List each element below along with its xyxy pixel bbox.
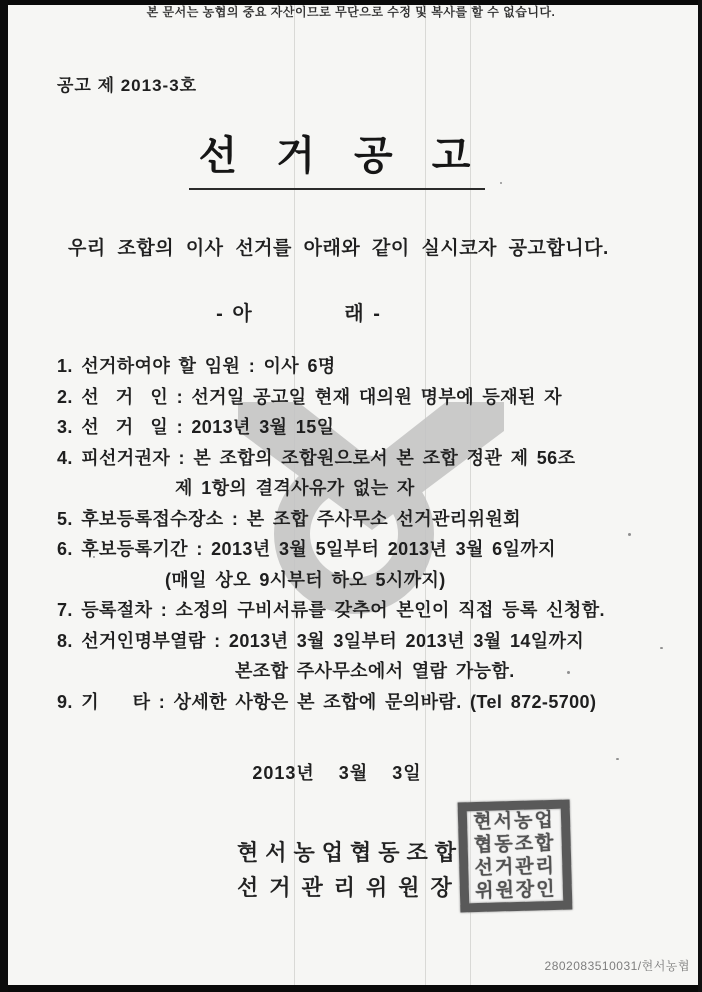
notice-item: 4. 피선거권자 : 본 조합의 조합원으로서 본 조합 정관 제 56조 xyxy=(57,447,576,468)
scan-border-left xyxy=(0,0,8,992)
notice-item: 3. 선 거 일 : 2013년 3월 15일 xyxy=(57,417,335,437)
official-seal-stamp xyxy=(458,800,573,913)
notice-item-continuation: (매일 상오 9시부터 하오 5시까지) xyxy=(165,569,446,590)
issuer-org: 현서농업협동조합 xyxy=(237,840,464,865)
intro-text: 우리 조합의 이사 선거를 아래와 같이 실시코자 공고합니다. xyxy=(68,238,609,259)
seal-text-row: 위원장인 xyxy=(474,878,557,903)
confidential-notice: 본 문서는 농협의 중요 자산이므로 무단으로 수정 및 복사를 할 수 없습니다. xyxy=(146,5,556,19)
seal-text-row: 협동조합 xyxy=(473,832,556,857)
notice-item: 1. 선거하여야 할 임원 : 이사 6명 xyxy=(57,356,336,376)
scan-border-bottom xyxy=(0,985,702,992)
notice-item: 7. 등록절차 : 소정의 구비서류를 갖추어 본인이 직접 등록 신청함. xyxy=(57,600,605,620)
below-divider: - 아 래 - xyxy=(216,303,382,325)
notice-item: 8. 선거인명부열람 : 2013년 3월 3일부터 2013년 3월 14일까지 xyxy=(57,630,585,651)
notice-item: 2. 선 거 인 : 선거일 공고일 현재 대의원 명부에 등재된 자 xyxy=(57,386,562,407)
scan-border-right xyxy=(698,0,702,992)
scan-code: 2802083510031/현서농협 xyxy=(544,959,690,973)
issuer-role: 선거관리위원장 xyxy=(237,875,463,900)
title-row xyxy=(0,124,688,190)
notice-item-continuation: 제 1항의 결격사유가 없는 자 xyxy=(175,478,415,498)
seal-text-row: 현서농업 xyxy=(473,809,556,834)
seal-text-row: 선거관리 xyxy=(474,855,557,880)
issue-date: 2013년 3월 3일 xyxy=(252,763,422,783)
notice-item-continuation: 본조합 주사무소에서 열람 가능함. xyxy=(235,661,515,681)
scan-border-top xyxy=(0,0,702,5)
doc-title: 선 거 공 고 xyxy=(189,124,486,190)
notice-item-list xyxy=(57,351,677,717)
notice-item: 9. 기 타 : 상세한 사항은 본 조합에 문의바람. (Tel 872-5700) xyxy=(57,691,597,712)
doc-number: 공고 제 2013-3호 xyxy=(57,76,198,95)
notice-item: 5. 후보등록접수장소 : 본 조합 주사무소 선거관리위원회 xyxy=(57,508,521,529)
notice-item: 6. 후보등록기간 : 2013년 3월 5일부터 2013년 3월 6일까지 xyxy=(57,539,556,559)
